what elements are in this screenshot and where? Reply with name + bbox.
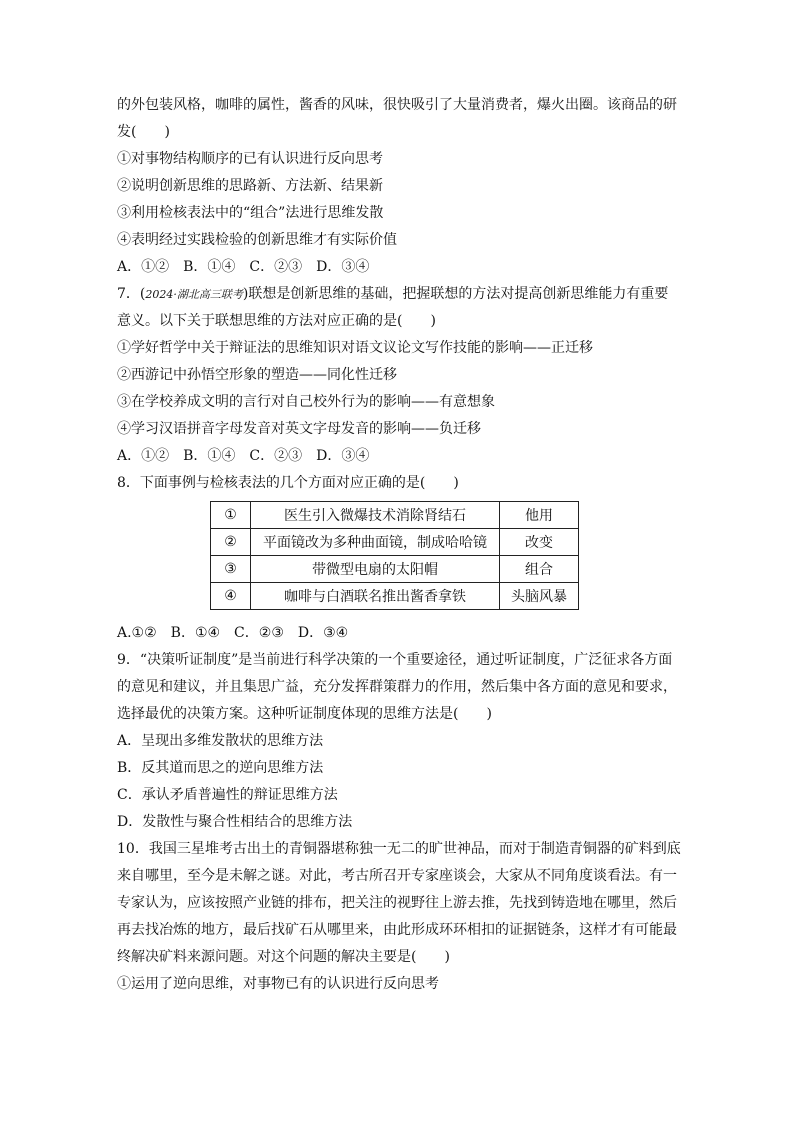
table-cell-example: 平面镜改为多种曲面镜，制成哈哈镜 [251, 529, 500, 556]
q10-stem-line-3: 专家认为，应该按照产业链的排布，把关注的视野往上游去推，先找到铸造地在哪里，然后 [117, 895, 677, 911]
q8-stem: 8．下面事例与检核表法的几个方面对应正确的是( ) [117, 475, 459, 491]
q9-option-a: A．呈现出多维发散状的思维方法 [117, 733, 324, 749]
table-cell-example: 带微型电扇的太阳帽 [251, 556, 500, 583]
q6-option-2: ②说明创新思维的思路新、方法新、结果新 [117, 178, 383, 194]
q10-stem-line-1: 10．我国三星堆考古出土的青铜器堪称独一无二的旷世神品，而对于制造青铜器的矿料到底 [117, 841, 681, 857]
question-6-tail [117, 92, 683, 281]
q9-stem-line-1: 9．“决策听证制度”是当前进行科学决策的一个重要途径，通过听证制度，广泛征求各方面 [117, 652, 673, 668]
q6-stem-line-2: 发( ) [117, 124, 170, 140]
exam-page [117, 92, 683, 998]
q7-option-4: ④学习汉语拼音字母发音对英文字母发音的影响——负迁移 [117, 421, 481, 437]
q10-stem-line-5: 终解决矿料来源问题。对这个问题的解决主要是( ) [117, 949, 450, 965]
q8-table [210, 501, 579, 610]
question-10 [117, 836, 683, 998]
table-cell-number: ③ [211, 556, 251, 583]
q7-stem-line-1 [117, 281, 683, 308]
q6-option-3: ③利用检核表法中的“组合”法进行思维发散 [117, 205, 384, 221]
table-cell-number: ① [211, 502, 251, 529]
table-cell-example: 咖啡与白酒联名推出酱香拿铁 [251, 583, 500, 610]
table-cell-method: 改变 [500, 529, 579, 556]
table-row [211, 529, 579, 556]
q7-stem-line-2: 意义。以下关于联想思维的方法对应正确的是( ) [117, 313, 436, 329]
table-cell-method: 组合 [500, 556, 579, 583]
q6-choices: A．①② B．①④ C．②③ D．③④ [117, 259, 370, 275]
q9-stem-line-3: 选择最优的决策方案。这种听证制度体现的思维方法是( ) [117, 706, 492, 722]
q7-choices: A．①② B．①④ C．②③ D．③④ [117, 448, 370, 464]
q6-stem-line-1: 的外包装风格，咖啡的属性，酱香的风味，很快吸引了大量消费者，爆火出圈。该商品的研 [117, 97, 677, 113]
table-cell-number: ② [211, 529, 251, 556]
q9-option-b: B．反其道而思之的逆向思维方法 [117, 760, 324, 776]
table-row [211, 583, 579, 610]
table-row [211, 502, 579, 529]
q9-stem-line-2: 的意见和建议，并且集思广益，充分发挥群策群力的作用，然后集中各方面的意见和要求， [117, 679, 677, 695]
question-9 [117, 647, 683, 836]
table-cell-method: 他用 [500, 502, 579, 529]
q9-option-c: C．承认矛盾普遍性的辩证思维方法 [117, 787, 338, 803]
table-row [211, 556, 579, 583]
q6-option-4: ④表明经过实践检验的创新思维才有实际价值 [117, 232, 397, 248]
q7-source: 2024·湖北高三联考 [145, 288, 243, 301]
q7-stem-rest: )联想是创新思维的基础，把握联想的方法对提高创新思维能力有重要 [242, 286, 669, 302]
q7-option-3: ③在学校养成文明的言行对自己校外行为的影响——有意想象 [117, 394, 495, 410]
q7-number: 7．( [117, 286, 146, 302]
q10-option-1: ①运用了逆向思维，对事物已有的认识进行反向思考 [117, 976, 439, 992]
question-7 [117, 281, 683, 470]
table-cell-method: 头脑风暴 [500, 583, 579, 610]
question-8 [117, 470, 683, 647]
q9-option-d: D．发散性与聚合性相结合的思维方法 [117, 814, 353, 830]
q10-stem-line-2: 来自哪里，至今是未解之谜。对此，考古所召开专家座谈会，大家从不同角度谈看法。有一 [117, 868, 677, 884]
q6-option-1: ①对事物结构顺序的已有认识进行反向思考 [117, 151, 383, 167]
q7-option-2: ②西游记中孙悟空形象的塑造——同化性迁移 [117, 367, 397, 383]
table-cell-number: ④ [211, 583, 251, 610]
q8-choices: A.①② B．①④ C．②③ D．③④ [117, 625, 349, 641]
table-cell-example: 医生引入微爆技术消除肾结石 [251, 502, 500, 529]
q10-stem-line-4: 再去找冶炼的地方，最后找矿石从哪里来，由此形成环环相扣的证据链条，这样才有可能最 [117, 922, 677, 938]
q7-option-1: ①学好哲学中关于辩证法的思维知识对语文议论文写作技能的影响——正迁移 [117, 340, 593, 356]
